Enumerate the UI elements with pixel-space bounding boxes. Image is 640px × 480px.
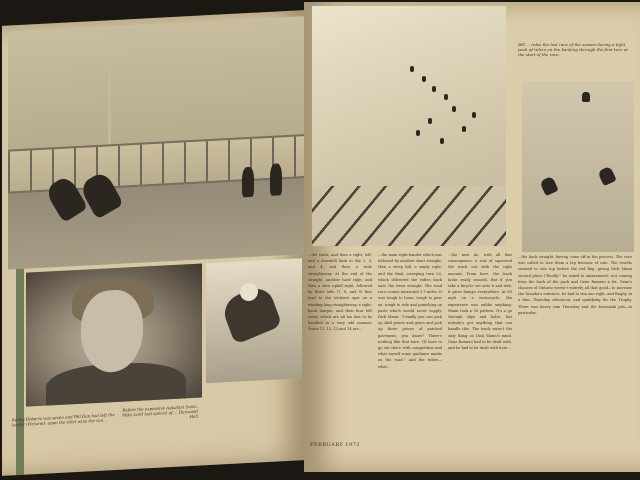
right-page xyxy=(304,2,640,472)
article-column-1: ...the track, and then a right, left, and a downhill kink to the 2, 3, and 4, and then a wide straightaway. At the end of the straight, another hard right, and then a slow uphill right, followed by three lefts (7, 8, and 9) that lead to the trickiest spot on a winding long straightaway, a right-hand hairpin, and then four left turns, which are all too fast to be handled in a very odd manner. Turns 11, 12, 13 and 14 are... xyxy=(308,253,372,332)
article-column-2: ...the main right-hander which was followed by another short straight, then a steep hill, a sandy right, and the final, sweeping turn 20, which delivered the riders back onto the front straight. The road race course measured 3.5 miles. It was tough to learn, tough to pass on, tough to ride and punishing on parts which would never supply. Dick Mann: "Usually you can pick up shift points and gears and pick up three pieces of patched pavement, you know? There's nothing like that here. I'll have to go out there with competition and what myself some guidance marks on the road." And the riders—what... xyxy=(378,253,442,369)
aerial-banking-photo xyxy=(312,6,506,246)
rider-dot xyxy=(416,130,420,136)
rider-dot xyxy=(444,94,448,100)
rider-dot xyxy=(452,106,456,112)
motorcycle-cornering-photo xyxy=(206,258,302,383)
rider-figure xyxy=(539,176,558,196)
face-shape xyxy=(81,289,143,374)
spectator-figure xyxy=(242,167,254,198)
rider-dot xyxy=(428,118,432,124)
rider-dot xyxy=(410,66,414,72)
rider-portrait-photo xyxy=(26,263,202,406)
rider-figure xyxy=(582,92,590,102)
rider-dot xyxy=(422,76,426,82)
track-caption: Bill ... rides the last race of the season during a tight pack of riders on the banking through the first turn at the start of the race. xyxy=(518,42,628,57)
rider-dot xyxy=(472,112,476,118)
rider-figure xyxy=(597,166,616,186)
rider-dot xyxy=(432,86,436,92)
portrait-caption: Kenny Roberts was seven and Bill Dan had left the leader (Pictured: upon the title) wins the run... xyxy=(12,412,115,428)
rider-dot xyxy=(462,126,466,132)
page-folio: FEBRUARY 1973 xyxy=(310,442,360,448)
bike-caption: Before the expensive Aquafast Sonic, Mike Lord had special of ... Dunwood Hall xyxy=(122,403,198,420)
rider-dot xyxy=(440,138,444,144)
race-track-photo xyxy=(8,16,304,270)
track-turn-photo xyxy=(522,82,634,252)
article-column-3: ...the next do, with all that consequence, a sort of squeezed the track out with the right amount. From here, the track looks really smooth. But if you take a bicycle out onto it and ride, it gives bumps everywhere. At 80 mph on a motorcycle, the experience was unlike anything. Mann took a 30 pattern. It's a go through slips and holes, but nobody's got anything that can handle this. The track wasn't the only thing on Dick Mann's mind. Gene Romero had to be dealt with, and he had to be dealt with here... xyxy=(448,253,512,351)
spectator-figure xyxy=(270,163,282,196)
banking-stripes xyxy=(312,186,506,246)
article-column-4: ...the back straight, having come off in the process. The race was called to lose them a lap because of rain. The results seemed to rise top before the red flag, giving Dick Mann second place ("Really!" he asked in amazement), not coming from the back of the pack and Gene Romero a lot. Gene's chances of Ontario weren't entirely all that good—to increase the Yamaha's entrance, he had to win one right, and Rugby, in a thin...Thursday afternoon, and qualifying for the Trophy. There was heavy rain Thursday and the Kawasaki pits—in particular. xyxy=(518,255,632,315)
left-page xyxy=(2,10,306,476)
